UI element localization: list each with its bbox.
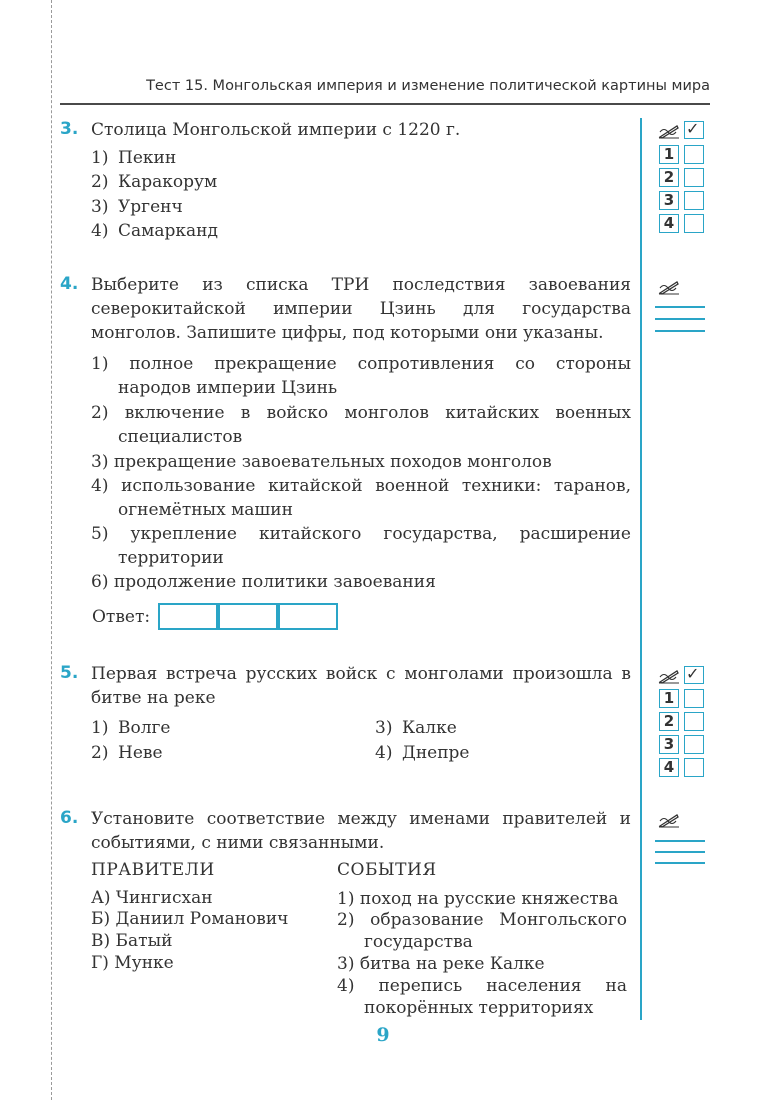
option-3[interactable]: 3) Ургенч [91, 197, 183, 217]
option-2: 2) включение в войско монголов китайских военных специалистов [91, 403, 631, 447]
answer-number-1: 1 [659, 689, 679, 708]
event-item: 3) битва на реке Калке [337, 954, 545, 974]
answer-line[interactable] [655, 306, 705, 308]
check-icon: ✓ [686, 119, 700, 138]
answer-box-4[interactable] [684, 214, 704, 233]
answer-box-2[interactable] [684, 712, 704, 731]
header-title: Тест 15. Монгольская империя и изменение политической картины мира [146, 78, 710, 94]
question-text: Столица Монгольской империи с 1220 г. [91, 120, 461, 140]
rulers-column-title: ПРАВИТЕЛИ [91, 860, 215, 880]
answer-box-1[interactable] [684, 689, 704, 708]
answer-cell-3[interactable] [278, 603, 338, 630]
answer-number-4: 4 [659, 214, 679, 233]
answer-line[interactable] [655, 851, 705, 853]
margin-divider [640, 118, 642, 1020]
events-column-title: СОБЫТИЯ [337, 860, 437, 880]
option-3: 3) прекращение завоевательных походов монголов [91, 452, 552, 472]
question-number: 6. [60, 808, 79, 828]
answer-number-1: 1 [659, 145, 679, 164]
ruler-item: Г) Мунке [91, 953, 174, 973]
option-1[interactable]: 1) Волге [91, 718, 171, 738]
option-4[interactable]: 4) Самарканд [91, 221, 218, 241]
question-text: Выберите из списка ТРИ последствия завоевания северокитайской империи Цзинь для государства монголов. Запишите цифры, под которыми они указаны. [91, 275, 631, 343]
answer-number-3: 3 [659, 191, 679, 210]
question-number: 3. [60, 119, 79, 139]
ruler-item: Б) Даниил Романович [91, 909, 289, 929]
answer-label: Ответ: [92, 607, 151, 627]
answer-box-2[interactable] [684, 168, 704, 187]
option-3[interactable]: 3) Калке [375, 718, 457, 738]
pen-icon [658, 123, 680, 139]
question-text: Установите соответствие между именами правителей и событиями, с ними связанными. [91, 809, 631, 853]
cut-line [51, 0, 52, 1100]
answer-line[interactable] [655, 862, 705, 864]
answer-box-1[interactable] [684, 145, 704, 164]
answer-cell-1[interactable] [158, 603, 218, 630]
ruler-item: А) Чингисхан [91, 888, 213, 908]
answer-line[interactable] [655, 840, 705, 842]
page-number: 9 [376, 1024, 390, 1046]
answer-line[interactable] [655, 318, 705, 320]
check-box[interactable] [684, 666, 704, 684]
question-text: Первая встреча русских войск с монголами произошла в битве на реке [91, 664, 631, 708]
ruler-item: В) Батый [91, 931, 173, 951]
option-4: 4) использование китайской военной техники: таранов, огнемётных машин [91, 476, 631, 520]
pen-icon [658, 668, 680, 684]
pen-icon [658, 812, 680, 828]
answer-number-3: 3 [659, 735, 679, 754]
option-4[interactable]: 4) Днепре [375, 743, 470, 763]
event-item: 1) поход на русские княжества [337, 889, 619, 909]
option-5: 5) укрепление китайского государства, расширение территории [91, 524, 631, 568]
question-number: 5. [60, 663, 79, 683]
option-6: 6) продолжение политики завоевания [91, 572, 436, 592]
answer-number-2: 2 [659, 168, 679, 187]
option-1[interactable]: 1) Пекин [91, 148, 177, 168]
page-header [60, 76, 710, 105]
option-2[interactable]: 2) Неве [91, 743, 163, 763]
answer-line[interactable] [655, 330, 705, 332]
pen-icon [658, 279, 680, 295]
answer-box-4[interactable] [684, 758, 704, 777]
answer-box-3[interactable] [684, 191, 704, 210]
answer-number-2: 2 [659, 712, 679, 731]
option-1: 1) полное прекращение сопротивления со стороны народов империи Цзинь [91, 354, 632, 398]
event-item: 2) образование Монгольского государства [337, 910, 627, 952]
answer-number-4: 4 [659, 758, 679, 777]
check-icon: ✓ [686, 664, 700, 683]
answer-box-3[interactable] [684, 735, 704, 754]
question-number: 4. [60, 274, 79, 294]
check-box[interactable] [684, 121, 704, 139]
event-item: 4) перепись населения на покорённых территориях [337, 976, 628, 1018]
answer-cell-2[interactable] [218, 603, 278, 630]
option-2[interactable]: 2) Каракорум [91, 172, 218, 192]
